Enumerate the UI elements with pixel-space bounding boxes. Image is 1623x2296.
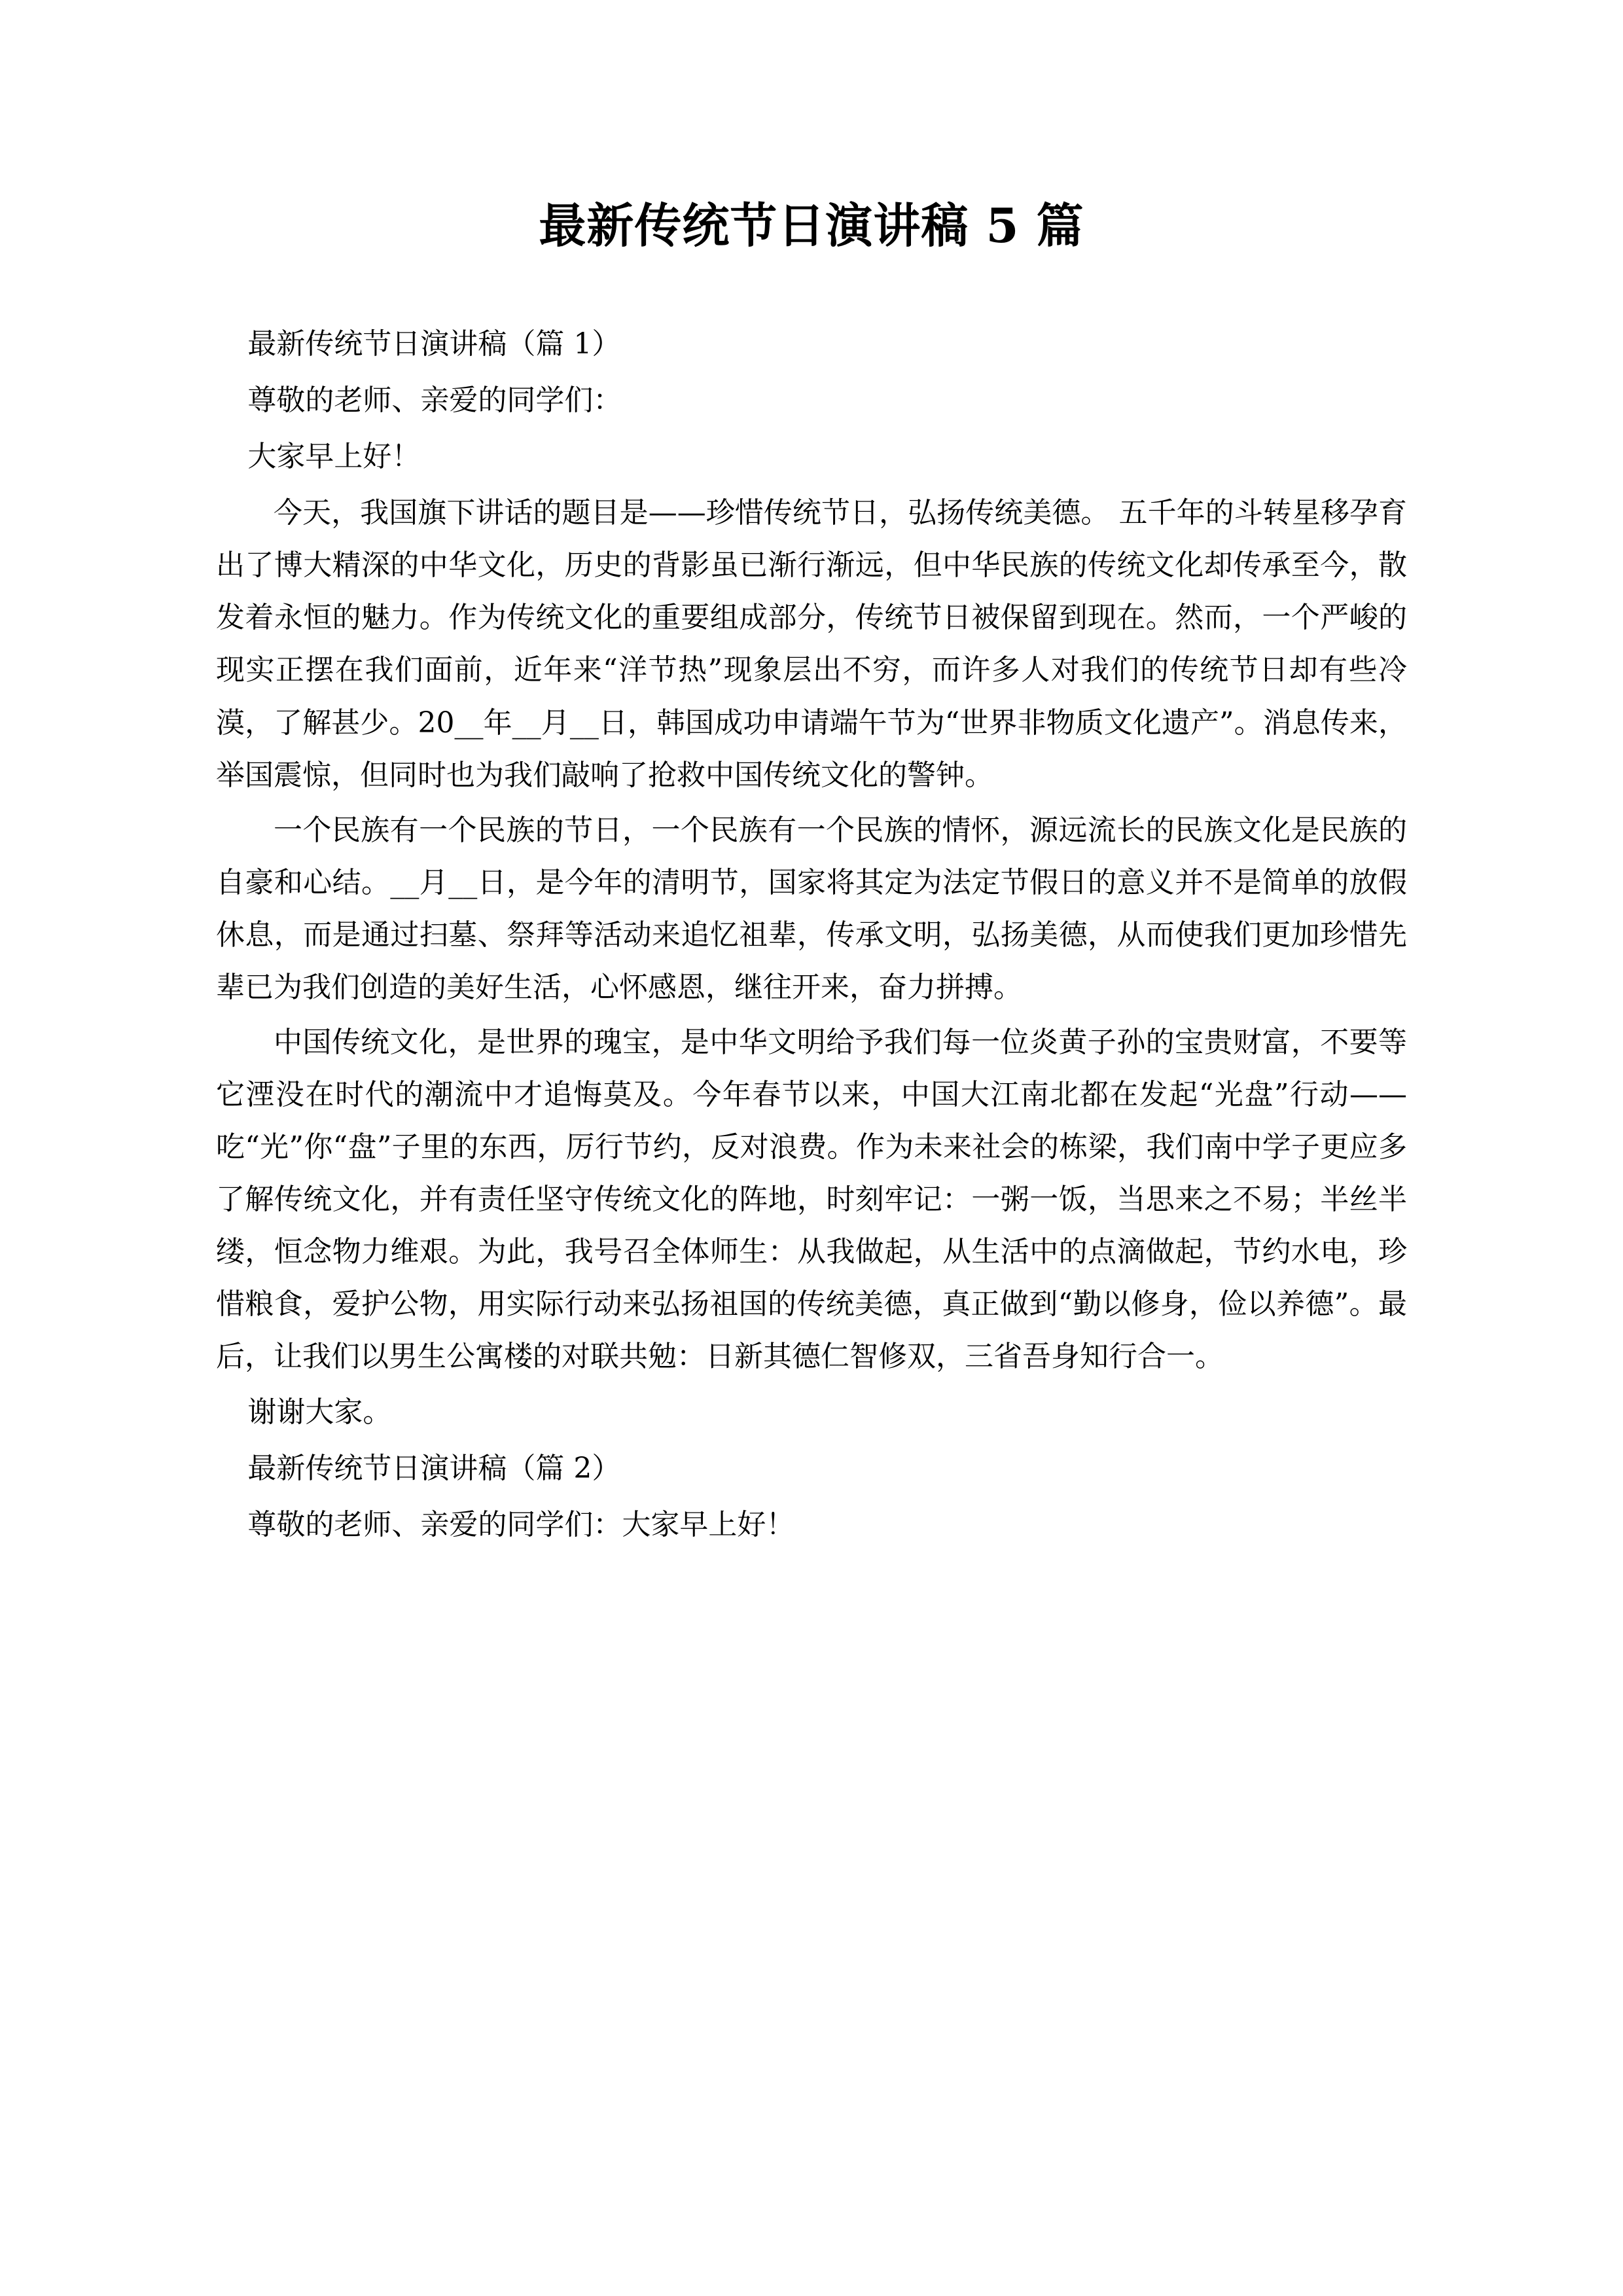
body-paragraph-3: 中国传统文化，是世界的瑰宝，是中华文明给予我们每一位炎黄子孙的宝贵财富，不要等它湮没在时代的潮流中才追悔莫及。今年春节以来，中国大江南北都在发起“光盘”行动——吃“光”你“盘”子里的东西，厉行节约，反对浪费。作为未来社会的栋梁，我们南中学子更应多了解传统文化，并有责任坚守传统文化的阵地，时刻牢记：一粥一饭，当思来之不易；半丝半缕，恒念物力维艰。为此，我号召全体师生：从我做起，从生活中的点滴做起，节约水电，珍惜粮食，爱护公物，用实际行动来弘扬祖国的传统美德，真正做到“勤以修身，俭以养德”。最后，让我们以男生公寓楼的对联共勉：日新其德仁智修双，三省吾身知行合一。: [216, 1026, 1407, 1374]
section-heading-2: 最新传统节日演讲稿（篇 2）: [247, 1451, 621, 1485]
body-paragraph-1: 今天，我国旗下讲话的题目是——珍惜传统节日，弘扬传统美德。 五千年的斗转星移孕育出了博大精深的中华文化，历史的背影虽已渐行渐远，但中华民族的传统文化却传承至今，散发着永恒的魅力。作为传统文化的重要组成部分，传统节日被保留到现在。然而，一个严峻的现实正摆在我们面前，近年来“洋节热”现象层出不穷，而许多人对我们的传统节日却有些冷漠，了解甚少。20__年__月__日，韩国成功申请端午节为“世界非物质文化遗产”。消息传来，举国震惊，但同时也为我们敲响了抢救中国传统文化的警钟。: [216, 496, 1407, 792]
document-body: [216, 318, 1407, 1551]
greeting-1: 大家早上好！: [247, 440, 421, 474]
body-paragraph-2: 一个民族有一个民族的节日，一个民族有一个民族的情怀，源远流长的民族文化是民族的自豪和心结。__月__日，是今年的清明节，国家将其定为法定节假日的意义并不是简单的放假休息，而是通过扫墓、祭拜等活动来追忆祖辈，传承文明，弘扬美德，从而使我们更加珍惜先辈已为我们创造的美好生活，心怀感恩，继往开来，奋力拼搏。: [216, 813, 1407, 1004]
salutation-2: 尊敬的老师、亲爱的同学们：大家早上好！: [247, 1507, 795, 1541]
salutation-1: 尊敬的老师、亲爱的同学们：: [247, 384, 622, 418]
section-heading-1: 最新传统节日演讲稿（篇 1）: [247, 327, 621, 361]
page-title: 最新传统节日演讲稿 5 篇: [539, 198, 1084, 253]
closing-1: 谢谢大家。: [247, 1395, 392, 1429]
